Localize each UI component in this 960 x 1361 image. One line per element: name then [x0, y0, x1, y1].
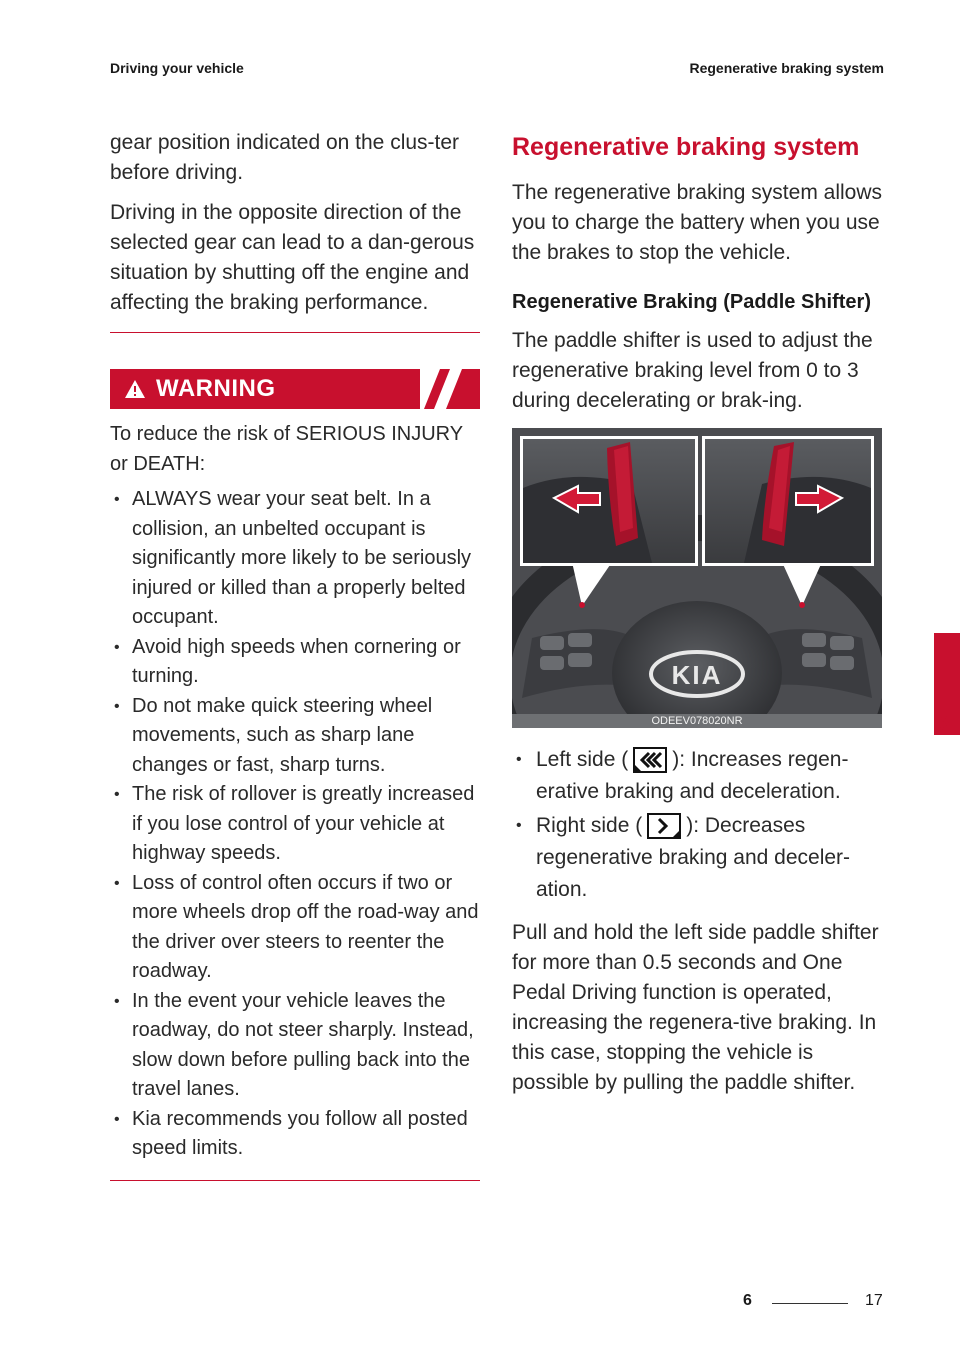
warning-title: WARNING	[156, 375, 276, 402]
running-header-right: Regenerative braking system	[689, 60, 884, 76]
kia-logo-text: KIA	[671, 660, 723, 690]
warning-item: • Kia recommends you follow all posted speed limits.	[110, 1105, 480, 1164]
subsection-heading: Regenerative Braking (Paddle Shifter)	[512, 291, 871, 313]
warning-item: • The risk of rollover is greatly increased if you lose control of your vehicle at highway speeds.	[110, 780, 480, 869]
subsection-intro: The paddle shifter is used to adjust the regenerative braking level from 0 to 3 during decelerating or brak-ing.	[512, 329, 873, 412]
paddle-item-left-prefix: Left side (	[536, 748, 629, 771]
steering-wheel-illustration	[512, 428, 882, 728]
warning-bottom-rule	[110, 1180, 480, 1181]
paddle-item-right	[512, 810, 882, 906]
warning-intro: To reduce the risk of SERIOUS INJURY or DEATH:	[110, 423, 463, 475]
paddle-item-left-text: ): Increases regen-erative braking and deceleration.	[536, 748, 849, 803]
section-heading: Regenerative braking system	[512, 133, 860, 161]
running-header-left: Driving your vehicle	[110, 60, 244, 76]
footer-chapter-number: 6	[743, 1292, 752, 1309]
footer-divider	[772, 1303, 848, 1304]
paragraph-one-pedal: Pull and hold the left side paddle shifter for more than 0.5 seconds and One Pedal Driving function is operated, increasing the regenera-tive braking. In this case, stopping the vehicle is possible by pulling the paddle shifter.	[512, 921, 879, 1094]
paragraph-opposite-direction: Driving in the opposite direction of the selected gear can lead to a dan-gerous situation by shutting off the engine and affecting the braking performance.	[110, 201, 475, 314]
warning-item: • ALWAYS wear your seat belt. In a collision, an unbelted occupant is significantly more likely to be seriously injured or killed than a properly belted occupant.	[110, 485, 480, 633]
paddle-item-right-prefix: Right side (	[536, 814, 643, 837]
warning-item: • Do not make quick steering wheel movements, such as sharp lane changes or fast, sharp turns.	[110, 692, 480, 781]
warning-item: • Loss of control often occurs if two or more wheels drop off the road-way and the driver over steers to reenter the roadway.	[110, 869, 480, 987]
left-paddle-triple-arrow-icon	[629, 745, 671, 775]
footer-page-number: 17	[865, 1292, 883, 1309]
warning-banner	[110, 369, 480, 409]
figure-caption: ODEEV078020NR	[512, 714, 882, 728]
chapter-tab-number: 6	[938, 713, 950, 735]
warning-top-rule	[110, 332, 480, 333]
paddle-shifter-figure	[512, 428, 882, 728]
left-column	[110, 128, 480, 1181]
paragraph-gear-position: gear position indicated on the clus-ter before driving.	[110, 131, 460, 184]
warning-item: • In the event your vehicle leaves the roadway, do not steer sharply. Instead, slow down before pulling back into the travel lanes.	[110, 987, 480, 1105]
warning-item: • Avoid high speeds when cornering or turning.	[110, 633, 480, 692]
paddle-item-left	[512, 744, 882, 808]
right-column	[512, 128, 882, 1108]
paddle-list	[512, 744, 882, 906]
paddle-item-right-text: ): Decreases regenerative braking and deceler-ation.	[536, 814, 851, 901]
section-intro: The regenerative braking system allows you to charge the battery when you use the brakes to stop the vehicle.	[512, 181, 883, 264]
warning-triangle-icon	[124, 379, 146, 399]
warning-slash-decoration	[420, 369, 480, 409]
warning-list	[110, 485, 480, 1164]
right-paddle-single-arrow-icon	[643, 811, 685, 841]
